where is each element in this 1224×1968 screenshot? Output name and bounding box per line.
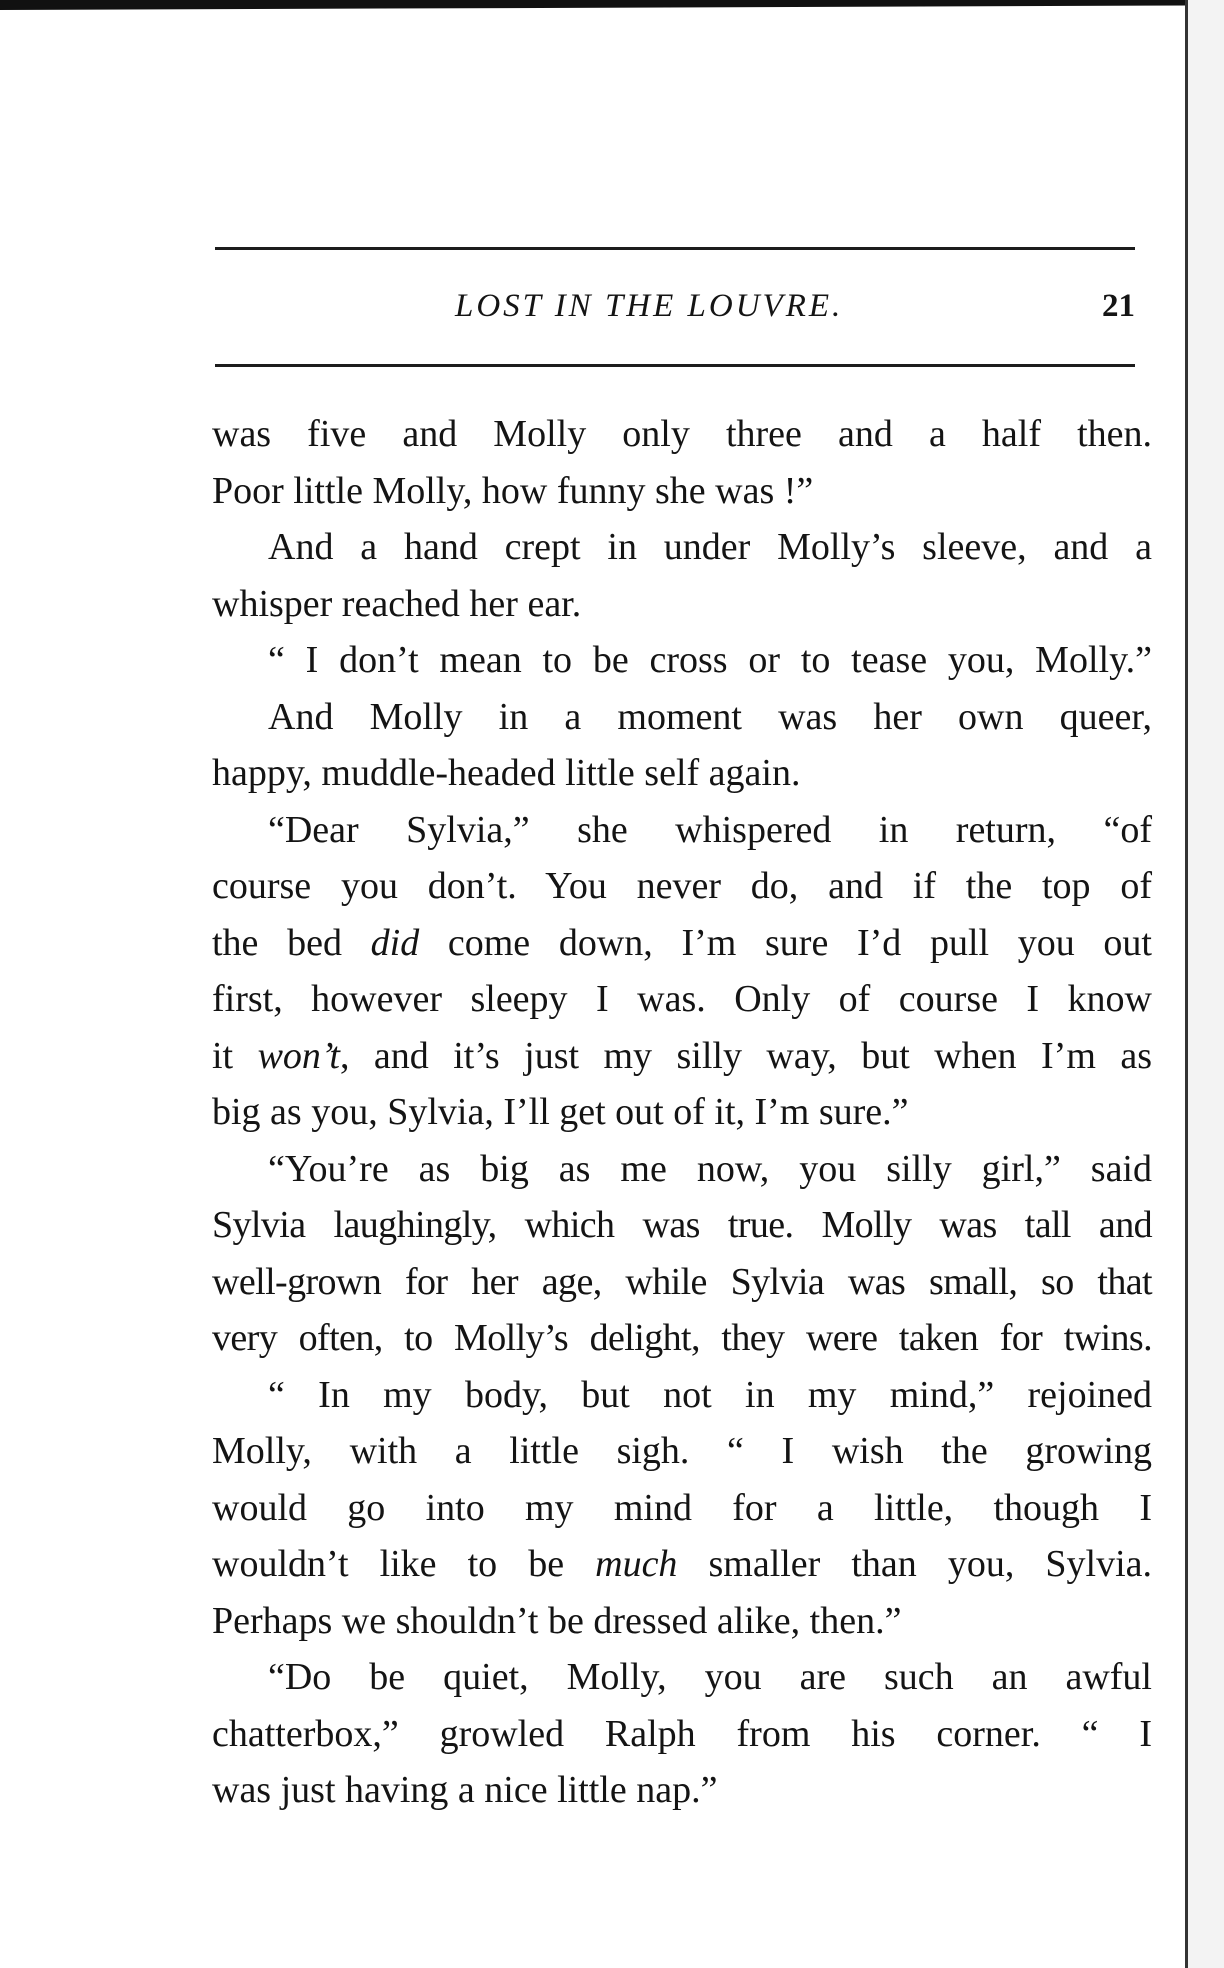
header-rule-top bbox=[215, 247, 1135, 250]
text-line: was just having a nice little nap.” bbox=[212, 1769, 718, 1811]
text-line: first, however sleepy I was. Only of course I know bbox=[212, 978, 1152, 1020]
body-text bbox=[212, 406, 1152, 1819]
emphasis-text: did bbox=[370, 921, 420, 964]
scan-edge-top bbox=[0, 0, 1188, 10]
text-line: would go into my mind for a little, though I bbox=[212, 1486, 1152, 1529]
running-title: LOST IN THE LOUVRE. bbox=[455, 288, 844, 324]
text-line: big as you, Sylvia, I’ll get out of it, I’m sure.” bbox=[212, 1091, 909, 1133]
text-line: course you don’t. You never do, and if the top of bbox=[212, 865, 1152, 907]
text-line: “Dear Sylvia,” she whispered in return, “of bbox=[268, 808, 1152, 851]
text-line: “Do be quiet, Molly, you are such an awful bbox=[268, 1656, 1152, 1698]
emphasis-text: much bbox=[595, 1543, 678, 1585]
text-line: “ In my body, but not in my mind,” rejoined bbox=[268, 1373, 1152, 1416]
header-rule-bottom bbox=[215, 364, 1135, 367]
text-line: whisper reached her ear. bbox=[212, 582, 582, 625]
text-line: well-grown for her age, while Sylvia was small, so that bbox=[212, 1260, 1152, 1303]
text-line: “You’re as big as me now, you silly girl,” said bbox=[268, 1147, 1152, 1190]
page-number: 21 bbox=[1102, 288, 1135, 324]
text-line: And a hand crept in under Molly’s sleeve, and a bbox=[268, 526, 1152, 568]
text-line: “ I don’t mean to be cross or to tease you, Molly.” bbox=[268, 639, 1152, 681]
text-line: it won’t, and it’s just my silly way, but when I’m as bbox=[212, 1034, 1152, 1077]
emphasis-text: won’t bbox=[257, 1034, 340, 1077]
text-line: Poor little Molly, how funny she was !” bbox=[212, 469, 814, 512]
text-line: the bed did come down, I’m sure I’d pull you out bbox=[212, 921, 1152, 964]
text-line: Sylvia laughingly, which was true. Molly was tall and bbox=[212, 1204, 1152, 1246]
text-line: chatterbox,” growled Ralph from his corner. “ I bbox=[212, 1712, 1152, 1755]
text-line: wouldn’t like to be much smaller than you, Sylvia. bbox=[212, 1543, 1153, 1585]
text-line: And Molly in a moment was her own queer, bbox=[268, 695, 1152, 738]
text-line: Molly, with a little sigh. “ I wish the growing bbox=[212, 1430, 1152, 1472]
text-line: Perhaps we shouldn’t be dressed alike, then.” bbox=[212, 1599, 902, 1642]
page-header bbox=[215, 288, 1135, 338]
text-line: happy, muddle-headed little self again. bbox=[212, 752, 801, 794]
text-line: very often, to Molly’s delight, they were taken for twins. bbox=[212, 1317, 1152, 1359]
text-line: was five and Molly only three and a half then. bbox=[212, 413, 1152, 455]
page-shadow bbox=[1188, 0, 1224, 1968]
